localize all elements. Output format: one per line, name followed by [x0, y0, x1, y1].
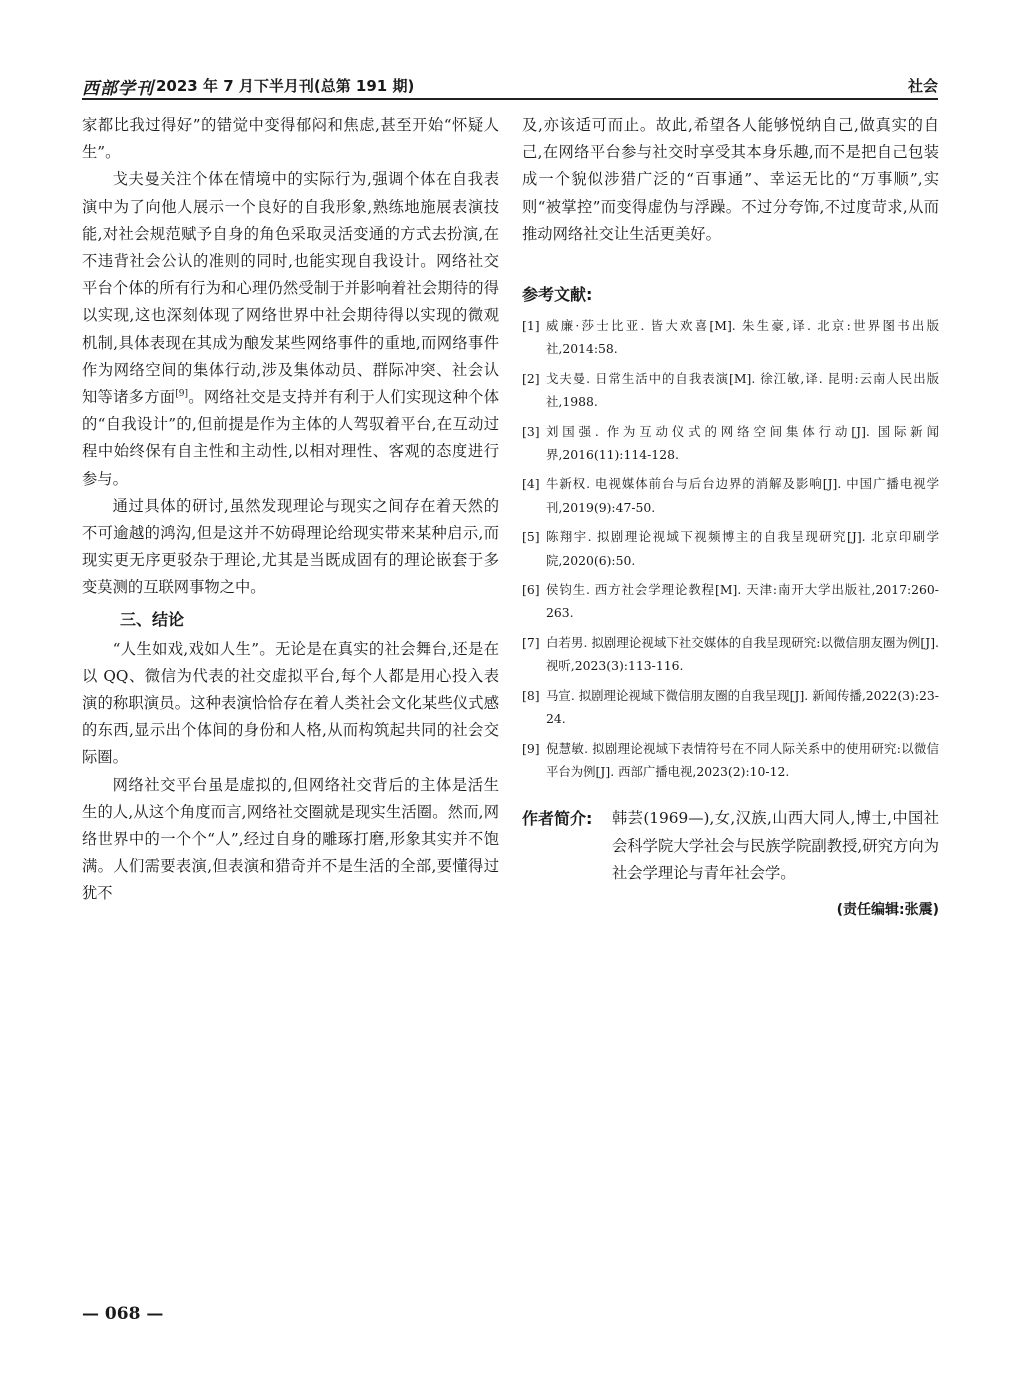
- paragraph-text: 。网络社交是支持并有利于人们实现这种个体的“自我设计”的,但前提是作为主体的人驾驭着平台,在互动过程中始终保有自主性和主动性,以相对理性、客观的态度进行参与。: [82, 388, 499, 488]
- reference-item: [522, 525, 939, 572]
- reference-number: [1]: [522, 318, 540, 334]
- reference-number: [6]: [522, 582, 540, 598]
- reference-item: [522, 684, 939, 731]
- citation-mark: [9]: [175, 388, 189, 399]
- paragraph: 家都比我过得好”的错觉中变得郁闷和焦虑,甚至开始“怀疑人生”。: [82, 116, 499, 162]
- journal-logo: 西部学刊: [82, 79, 154, 99]
- reference-number: [8]: [522, 687, 540, 703]
- author-bio: [522, 805, 939, 887]
- reference-text: 戈夫曼. 日常生活中的自我表演[M]. 徐江敏,译. 昆明:云南人民出版社,1988.: [546, 370, 939, 410]
- right-column: [522, 112, 939, 924]
- reference-item: [522, 737, 939, 784]
- reference-item: [522, 420, 939, 467]
- paragraph: 通过具体的研讨,虽然发现理论与现实之间存在着天然的不可逾越的鸿沟,但是这并不妨碍理论给现实带来某种启示,而现实更无序更驳杂于理论,尤其是当既成固有的理论嵌套于多变莫测的互联网事物之中。: [82, 496, 499, 597]
- author-bio-text: 韩芸(1969—),女,汉族,山西大同人,博士,中国社会科学院大学社会与民族学院副教授,研究方向为社会学理论与青年社会学。: [612, 809, 939, 882]
- reference-item: [522, 472, 939, 519]
- paragraph: 网络社交平台虽是虚拟的,但网络社交背后的主体是活生生的人,从这个角度而言,网络社交圈就是现实生活圈。然而,网络世界中的一个个“人”,经过自身的雕琢打磨,形象其实并不饱满。人们需要表演,但表演和猎奇并不是生活的全部,要懂得过犹不: [82, 775, 499, 903]
- reference-item: [522, 367, 939, 414]
- reference-text: 马宣. 拟剧理论视域下微信朋友圈的自我呈现[J]. 新闻传播,2022(3):23-24.: [546, 687, 939, 727]
- page-number: — 068 —: [82, 1304, 164, 1324]
- reference-number: [4]: [522, 476, 540, 492]
- reference-number: [3]: [522, 423, 540, 439]
- reference-number: [7]: [522, 634, 540, 650]
- references-list: [522, 314, 939, 783]
- references-title: 参考文献:: [522, 285, 593, 305]
- reference-text: 倪慧敏. 拟剧理论视域下表情符号在不同人际关系中的使用研究:以微信平台为例[J]. 西部广播电视,2023(2):10-12.: [546, 740, 939, 779]
- paragraph: 及,亦该适可而止。故此,希望各人能够悦纳自己,做真实的自己,在网络平台参与社交时享受其本身乐趣,而不是把自己包装成一个貌似涉猎广泛的“百事通”、幸运无比的“万事顺”,实则“被掌控”而变得虚伪与浮躁。不过分夸饰,不过度苛求,从而推动网络社交让生活更美好。: [522, 116, 939, 243]
- reference-item: [522, 314, 939, 361]
- reference-item: [522, 578, 939, 625]
- reference-text: 威廉·莎士比亚. 皆大欢喜[M]. 朱生豪,译. 北京:世界图书出版社,2014:58.: [546, 318, 939, 357]
- reference-number: [9]: [522, 740, 540, 756]
- reference-number: [5]: [522, 529, 540, 545]
- section-name: 社会: [907, 77, 938, 95]
- running-header: [82, 72, 938, 100]
- reference-number: [2]: [522, 370, 540, 386]
- paragraph-text: 戈夫曼关注个体在情境中的实际行为,强调个体在自我表演中为了向他人展示一个良好的自我形象,熟练地施展表演技能,对社会规范赋予自身的角色采取灵活变通的方式去扮演,在不违背社会公认的准则的同时,也能实现自我设计。网络社交平台个体的所有行为和心理仍然受制于并影响着社会期待的得以实现,这也深刻体现了网络世界中社会期待得以实现的微观机制,具体表现在其成为酿发某些网络事件的重地,而网络事件作为网络空间的集体行动,涉及集体动员、群际冲突、社会认知等诸多方面: [82, 170, 499, 407]
- reference-text: 陈翔宇. 拟剧理论视域下视频博主的自我呈现研究[J]. 北京印刷学院,2020(6):50.: [546, 529, 939, 568]
- paragraph: “人生如戏,戏如人生”。无论是在真实的社会舞台,还是在以 QQ、微信为代表的社交虚拟平台,每个人都是用心投入表演的称职演员。这种表演恰恰存在着人类社会文化某些仪式感的东西,显示出个体间的身份和人格,从而构筑起共同的社会交际圈。: [82, 639, 499, 767]
- reference-text: 牛新权. 电视媒体前台与后台边界的消解及影响[J]. 中国广播电视学刊,2019(9):47-50.: [546, 476, 939, 515]
- paragraph: [82, 166, 499, 492]
- author-bio-label: 作者简介:: [522, 809, 593, 829]
- reference-text: 白若男. 拟剧理论视域下社交媒体的自我呈现研究:以微信朋友圈为例[J]. 视听,2023(3):113-116.: [546, 634, 939, 674]
- left-column: [82, 112, 499, 908]
- section-heading: 三、结论: [120, 609, 185, 629]
- reference-text: 侯钧生. 西方社会学理论教程[M]. 天津:南开大学出版社,2017:260-263.: [546, 582, 939, 621]
- responsible-editor: (责任编辑:张震): [836, 901, 939, 918]
- issue-info: 2023 年 7 月下半月刊(总第 191 期): [156, 77, 415, 95]
- reference-item: [522, 631, 939, 678]
- reference-text: 刘国强. 作为互动仪式的网络空间集体行动[J]. 国际新闻界,2016(11):114-128.: [546, 423, 939, 463]
